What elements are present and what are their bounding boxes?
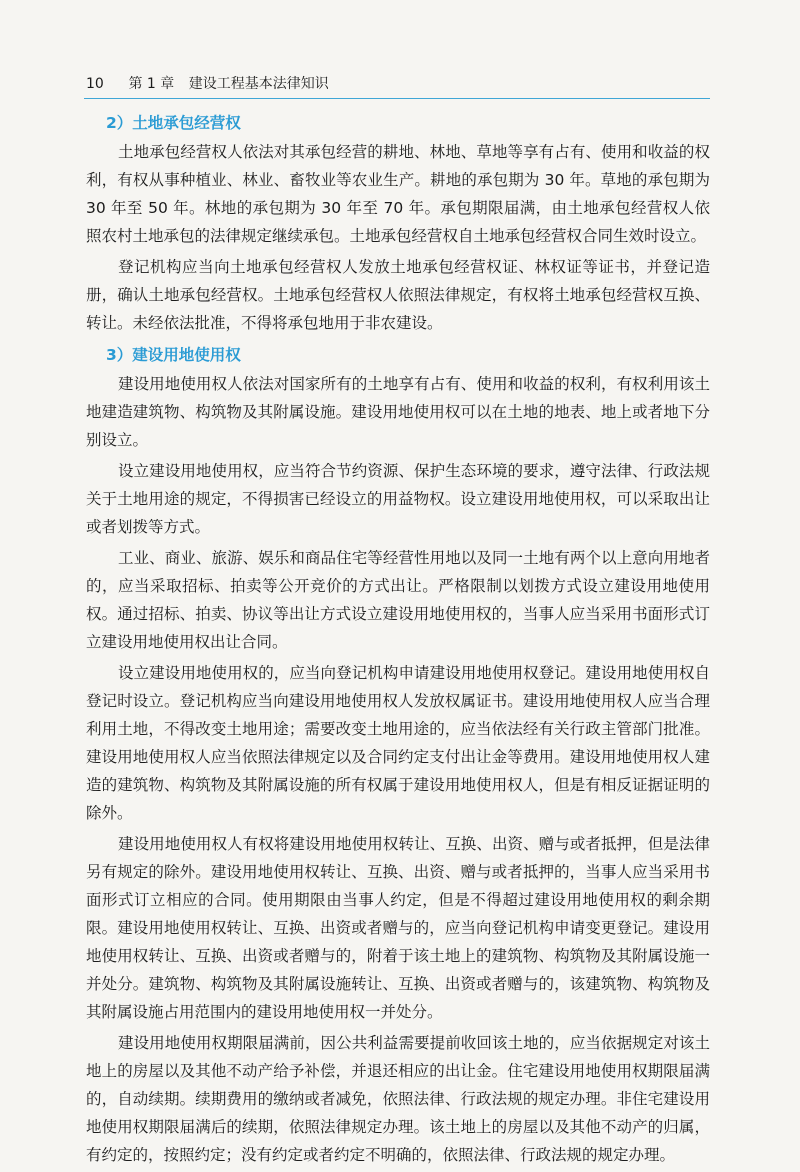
- chapter-title: 建设工程基本法律知识: [188, 76, 329, 92]
- chapter-number: 第 1 章: [128, 76, 175, 92]
- paragraph: 工业、商业、旅游、娱乐和商品住宅等经营性用地以及同一土地有两个以上意向用地者的，应当采取招标、拍卖等公开竞价的方式出让。严格限制以划拨方式设立建设用地使用权。通过招标、拍卖、协议等出让方式设立建设用地使用权的，当事人应当采用书面形式订立建设用地使用权出让合同。: [86, 549, 710, 651]
- header-rule: [84, 98, 710, 99]
- running-header: [86, 72, 706, 96]
- page-body: [86, 108, 710, 1172]
- paragraph: 土地承包经营权人依法对其承包经营的耕地、林地、草地等享有占有、使用和收益的权利，有权从事种植业、林业、畜牧业等农业生产。耕地的承包期为 30 年。草地的承包期为 30 年至 50 年。林地的承包期为 30 年至 70 年。承包期限届满，由土地承包经营权人依照农村土地承包的法律规定继续承包。土地承包经营权自土地承包经营权合同生效时设立。: [86, 143, 710, 245]
- paragraph: 建设用地使用权期限届满前，因公共利益需要提前收回该土地的，应当依据规定对该土地上的房屋以及其他不动产给予补偿，并退还相应的出让金。住宅建设用地使用权期限届满的，自动续期。续期费用的缴纳或者减免，依照法律、行政法规的规定办理。非住宅建设用地使用权期限届满后的续期，依照法律规定办理。该土地上的房屋以及其他不动产的归属，有约定的，按照约定；没有约定或者约定不明确的，依照法律、行政法规的规定办理。: [86, 1034, 710, 1164]
- paragraph: 建设用地使用权人有权将建设用地使用权转让、互换、出资、赠与或者抵押，但是法律另有规定的除外。建设用地使用权转让、互换、出资、赠与或者抵押的，当事人应当采用书面形式订立相应的合同。使用期限由当事人约定，但是不得超过建设用地使用权的剩余期限。建设用地使用权转让、互换、出资或者赠与的，应当向登记机构申请变更登记。建设用地使用权转让、互换、出资或者赠与的，附着于该土地上的建筑物、构筑物及其附属设施一并处分。建筑物、构筑物及其附属设施转让、互换、出资或者赠与的，该建筑物、构筑物及其附属设施占用范围内的建设用地使用权一并处分。: [86, 835, 710, 1021]
- paragraph: 建设用地使用权人依法对国家所有的土地享有占有、使用和收益的权利，有权利用该土地建造建筑物、构筑物及其附属设施。建设用地使用权可以在土地的地表、地上或者地下分别设立。: [86, 375, 710, 449]
- section-title-construction-land: 3）建设用地使用权: [106, 346, 241, 364]
- section-title-land-contract: 2）土地承包经营权: [106, 114, 241, 132]
- paragraph: 设立建设用地使用权，应当符合节约资源、保护生态环境的要求，遵守法律、行政法规关于土地用途的规定，不得损害已经设立的用益物权。设立建设用地使用权，可以采取出让或者划拨等方式。: [86, 462, 710, 536]
- paragraph: 设立建设用地使用权的，应当向登记机构申请建设用地使用权登记。建设用地使用权自登记时设立。登记机构应当向建设用地使用权人发放权属证书。建设用地使用权人应当合理利用土地，不得改变土地用途；需要改变土地用途的，应当依法经有关行政主管部门批准。建设用地使用权人应当依照法律规定以及合同约定支付出让金等费用。建设用地使用权人建造的建筑物、构筑物及其附属设施的所有权属于建设用地使用权人，但是有相反证据证明的除外。: [86, 664, 710, 822]
- page-number: 10: [86, 76, 104, 92]
- paragraph: 登记机构应当向土地承包经营权人发放土地承包经营权证、林权证等证书，并登记造册，确认土地承包经营权。土地承包经营权人依照法律规定，有权将土地承包经营权互换、转让。未经依法批准，不得将承包地用于非农建设。: [86, 258, 710, 332]
